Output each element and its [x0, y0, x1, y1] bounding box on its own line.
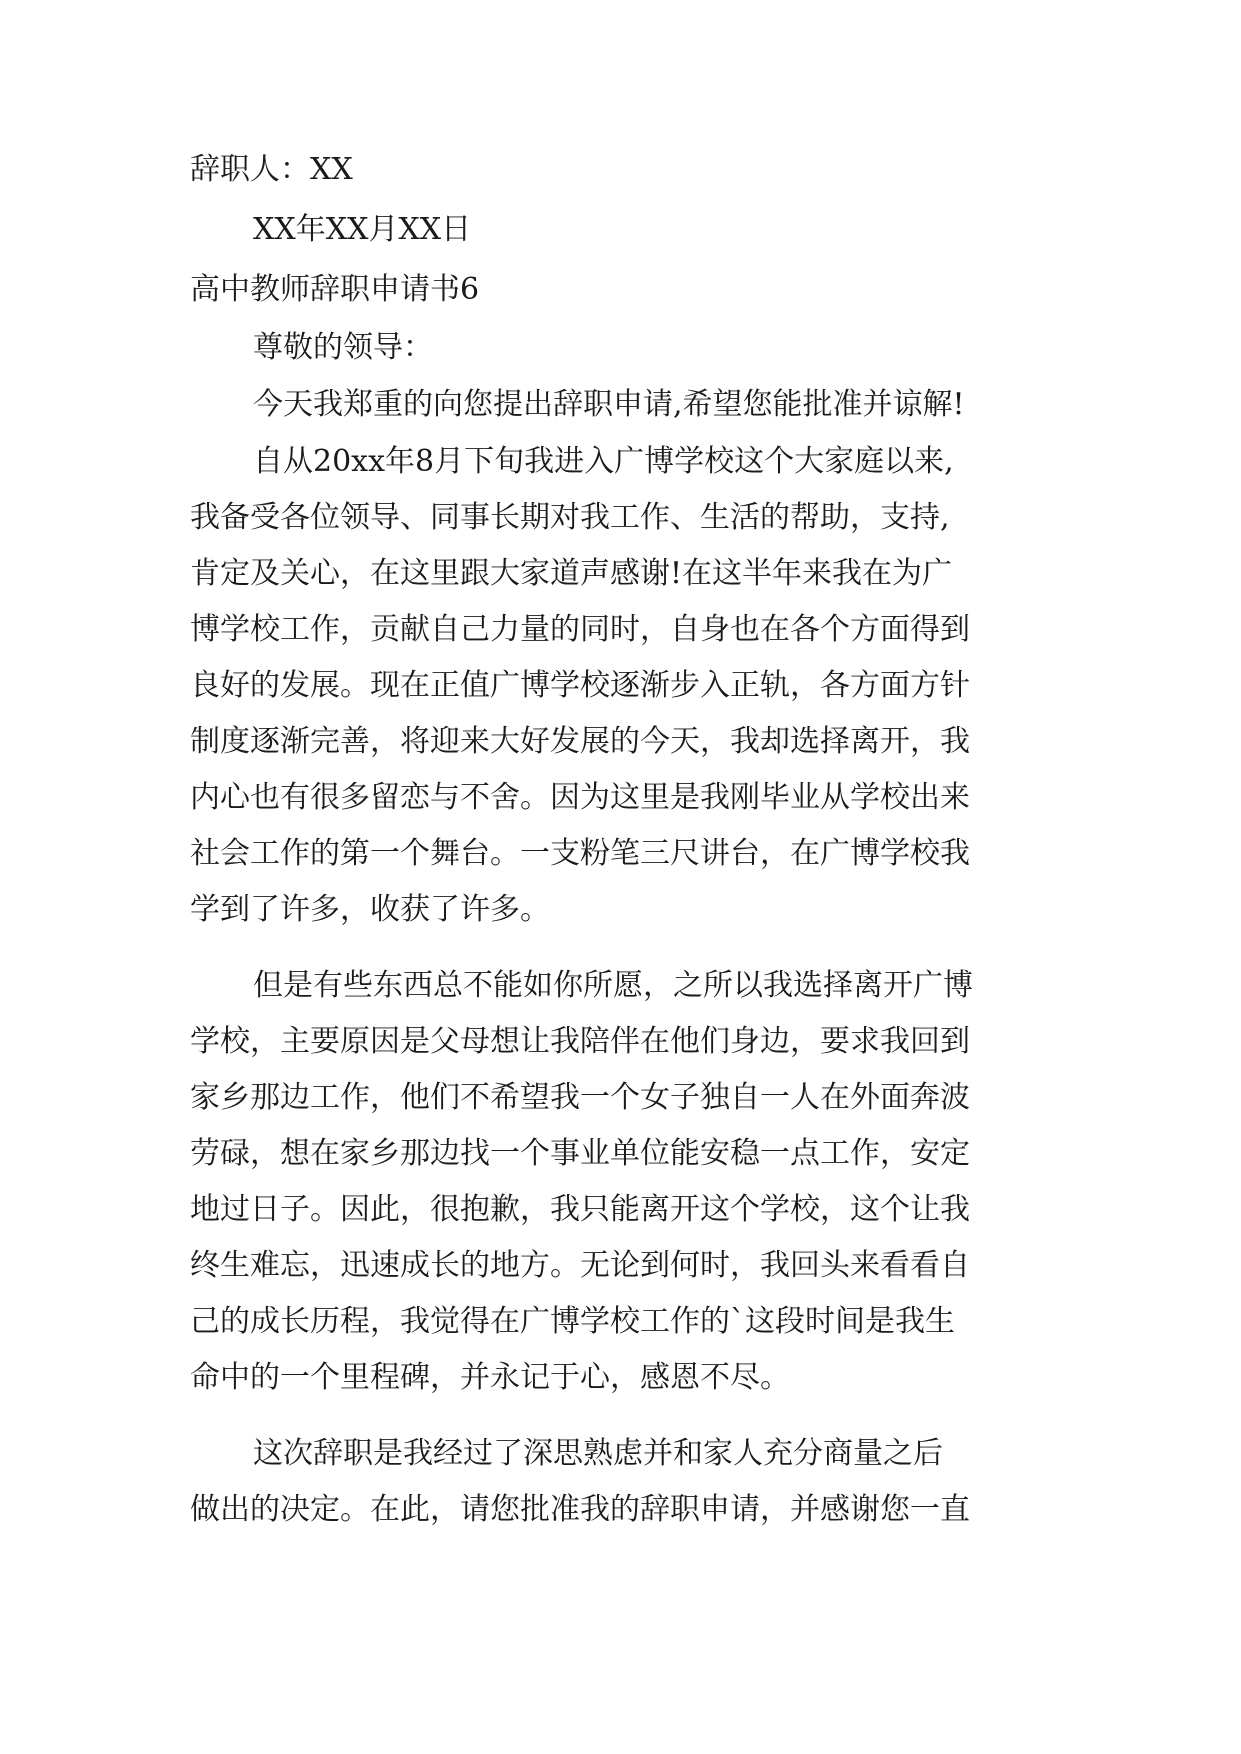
- body-line: 这次辞职是我经过了深思熟虑并和家人充分商量之后: [253, 1436, 943, 1471]
- body-line: 肯定及关心，在这里跟大家道声感谢!在这半年来我在为广: [190, 556, 953, 591]
- body-line: 终生难忘，迅速成长的地方。无论到何时，我回头来看看自: [190, 1248, 970, 1283]
- body-line: 博学校工作，贡献自己力量的同时，自身也在各个方面得到: [190, 612, 970, 647]
- body-line: 制度逐渐完善，将迎来大好发展的今天，我却选择离开，我: [190, 724, 970, 759]
- body-line: 劳碌，想在家乡那边找一个事业单位能安稳一点工作，安定: [190, 1136, 970, 1171]
- date-line: XX年XX月XX日: [253, 212, 472, 247]
- body-line: 内心也有很多留恋与不舍。因为这里是我刚毕业从学校出来: [190, 780, 970, 815]
- body-line: 我备受各位领导、同事长期对我工作、生活的帮助，支持,: [190, 500, 950, 535]
- body-line: 今天我郑重的向您提出辞职申请,希望您能批准并谅解!: [253, 387, 965, 422]
- body-line: 但是有些东西总不能如你所愿，之所以我选择离开广博: [253, 968, 973, 1003]
- body-line: 社会工作的第一个舞台。一支粉笔三尺讲台，在广博学校我: [190, 836, 970, 871]
- body-line: 做出的决定。在此，请您批准我的辞职申请，并感谢您一直: [190, 1492, 970, 1527]
- body-line: 学到了许多，收获了许多。: [190, 892, 550, 927]
- body-line: 地过日子。因此，很抱歉，我只能离开这个学校，这个让我: [190, 1192, 970, 1227]
- body-line: 自从20xx年8月下旬我进入广博学校这个大家庭以来,: [253, 444, 954, 479]
- body-line: 家乡那边工作，他们不希望我一个女子独自一人在外面奔波: [190, 1080, 970, 1115]
- body-line: 命中的一个里程碑，并永记于心，感恩不尽。: [190, 1360, 790, 1395]
- resigner-signature: 辞职人：XX: [190, 152, 353, 187]
- body-line: 己的成长历程，我觉得在广博学校工作的`这段时间是我生: [190, 1304, 955, 1339]
- body-line: 学校，主要原因是父母想让我陪伴在他们身边，要求我回到: [190, 1024, 970, 1059]
- document-heading: 高中教师辞职申请书6: [190, 272, 480, 307]
- salutation: 尊敬的领导：: [253, 330, 433, 365]
- body-line: 良好的发展。现在正值广博学校逐渐步入正轨，各方面方针: [190, 668, 970, 703]
